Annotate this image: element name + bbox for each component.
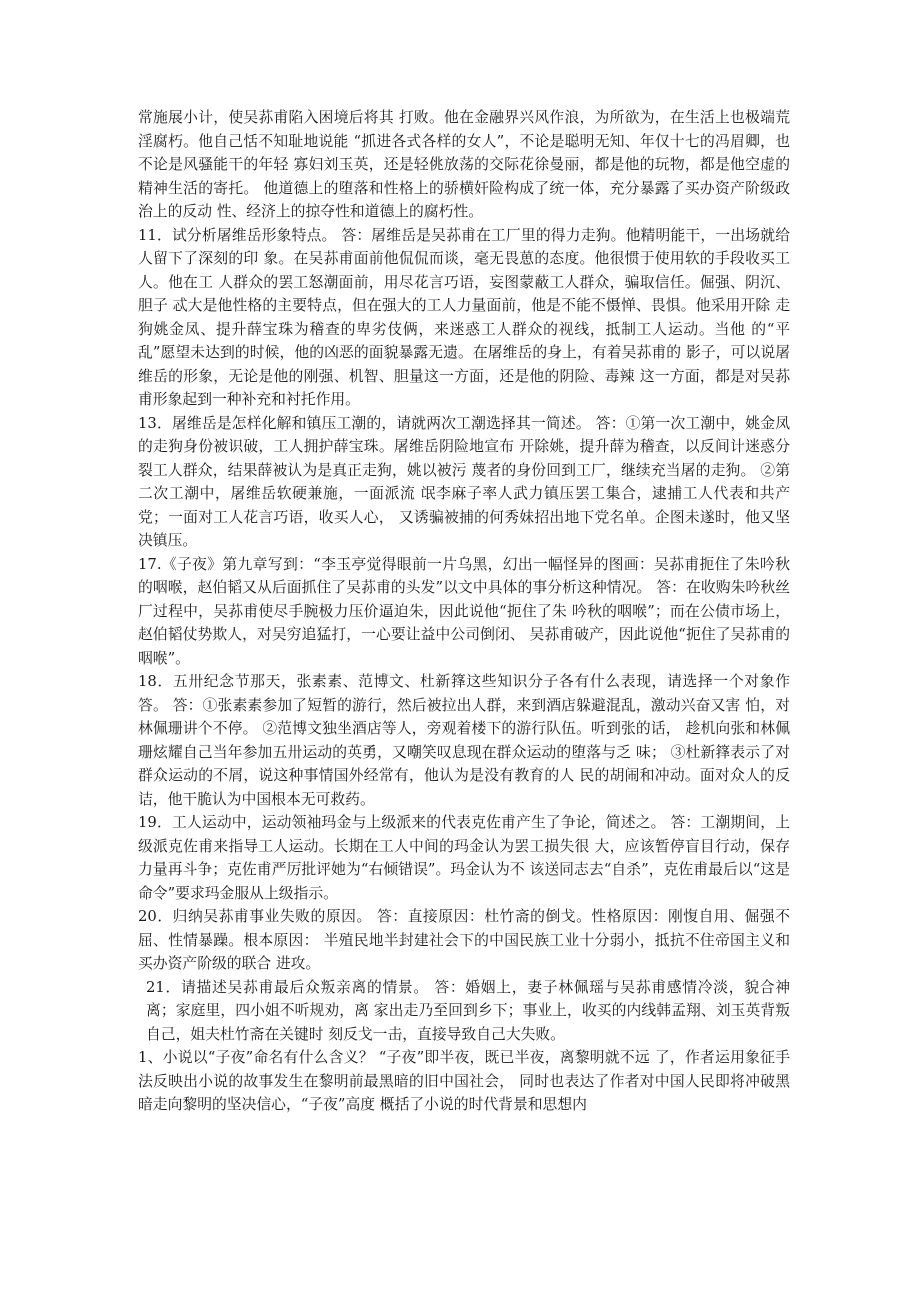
- paragraph-question-13: 13．屠维岳是怎样化解和镇压工潮的，请就两次工潮选择其一简述。 答：①第一次工潮中，姚金凤的走狗身份被识破，工人拥护薛宝珠。屠维岳阴险地宣布 开除姚，提升薛为稽查，以反间计迷惑分裂工人群众，结果薛被认为是真正走狗，姚以被污 蔑者的身份回到工厂，继续充当屠的走狗。 ②第二次工潮中，屠维岳软硬兼施，一面派流 氓李麻子率人武力镇压罢工集合，逮捕工人代表和共产党；一面对工人花言巧语，收买人心， 又诱骗被捕的何秀妹招出地下党名单。企图未遂时，他又坚决镇压。: [138, 414, 790, 549]
- paragraph-intro: 常施展小计，使吴荪甫陷入困境后将其 打败。他在金融界兴风作浪，为所欲为，在生活上也极端荒淫腐朽。他自己恬不知耻地说能 “抓进各式各样的女人”，不论是聪明无知、年仅十七的冯眉卿，也不论是风骚能干的年轻 寡妇刘玉英，还是轻佻放荡的交际花徐曼丽，都是他的玩物，都是他空虚的精神生活的寄托。 他道德上的堕落和性格上的骄横奸险构成了统一体，充分暴露了买办资产阶级政治上的反动 性、经济上的掠夺性和道德上的腐朽性。: [138, 109, 790, 220]
- paragraph-question-17: 17.《子夜》第九章写到：“李玉亭觉得眼前一片乌黑，幻出一幅怪异的图画：吴荪甫扼住了朱吟秋的咽喉，赵伯韬又从后面抓住了吴荪甫的头发”以文中具体的事分析这种情况。 答：在收购朱吟秋丝厂过程中，吴荪甫使尽手腕极力压价逼迫朱，因此说他“扼住了朱 吟秋的咽喉”；而在公债市场上，赵伯韬仗势欺人，对吴穷追猛打，一心要让益中公司倒闭、 吴荪甫破产，因此说他“扼住了吴荪甫的咽喉”。: [138, 555, 790, 667]
- paragraph-question-21: 21．请描述吴荪甫最后众叛亲离的情景。 答：婚姻上，妻子林佩瑶与吴荪甫感情冷淡，貌合神离；家庭里，四小姐不听规劝，离 家出走乃至回到乡下；事业上，收买的内线韩孟翔、刘玉英背叛自己，姐夫杜竹斋在关键时 刻反戈一击，直接导致自己大失败。: [146, 978, 790, 1043]
- paragraph-question-20: 20．归纳吴荪甫事业失败的原因。 答：直接原因：杜竹斋的倒戈。性格原因：刚愎自用、倔强不屈、性情暴躁。根本原因： 半殖民地半封建社会下的中国民族工业十分弱小，抵抗不住帝国主义和买办资产阶级的联合 进攻。: [138, 908, 790, 972]
- paragraph-question-19: 19．工人运动中，运动领袖玛金与上级派来的代表克佐甫产生了争论，简述之。 答：工潮期间，上级派克佐甫来指导工人运动。长期在工人中间的玛金认为罢工损失很 大，应该暂停盲目行动，保存力量再斗争；克佐甫严厉批评她为“右倾错误”。玛金认为不 该送同志去“自杀”，克佐甫最后以“这是命令”要求玛金服从上级指示。: [138, 814, 790, 902]
- paragraph-question-18: 18．五卅纪念节那天，张素素、范博文、杜新箨这些知识分子各有什么表现，请选择一个对象作答。 答：①张素素参加了短暂的游行，然后被拉出人群，来到酒店躲避混乱，激动兴奋又害 怕，对林佩珊讲个不停。 ②范博文独坐酒店等人，旁观着楼下的游行队伍。听到张的话， 趁机向张和林佩珊炫耀自己当年参加五卅运动的英勇，又嘲笑叹息现在群众运动的堕落与乏 味； ③杜新箨表示了对群众运动的不屑，说这种事情国外经常有，他认为是没有教育的人 民的胡闹和冲动。面对众人的反诘，他干脆认为中国根本无可救药。: [138, 673, 790, 808]
- document-page: [138, 106, 790, 1117]
- paragraph-question-1: 1、小说以“子夜”命名有什么含义？ “子夜”即半夜，既已半夜，离黎明就不远 了，作者运用象征手法反映出小说的故事发生在黎明前最黑暗的旧中国社会， 同时也表达了作者对中国人民即将冲破黑暗走向黎明的坚决信心，“子夜”高度 概括了小说的时代背景和思想内: [138, 1049, 790, 1113]
- paragraph-question-11: 11．试分析屠维岳形象特点。 答：屠维岳是吴荪甫在工厂里的得力走狗。他精明能干，一出场就给人留下了深刻的印 象。在吴荪甫面前他侃侃而谈，毫无畏葸的态度。他很惯于使用软的手段收买工人。他在工 人群众的罢工怒潮面前，用尽花言巧语，妄图蒙蔽工人群众，骗取信任。倔强、阴沉、胆子 忒大是他性格的主要特点，但在强大的工人力量面前，他是不能不慑惮、畏惧。他采用开除 走狗姚金凤、提升薛宝珠为稽查的卑劣伎俩，来迷惑工人群众的视线，抵制工人运动。当他 的“平乱”愿望未达到的时候，他的凶恶的面貌暴露无遗。在屠维岳的身上，有着吴荪甫的 影子，可以说屠维岳的形象，无论是他的刚强、机智、胆量这一方面，还是他的阴险、毒辣 这一方面，都是对吴荪甫形象起到一种补充和衬托作用。: [138, 226, 790, 408]
